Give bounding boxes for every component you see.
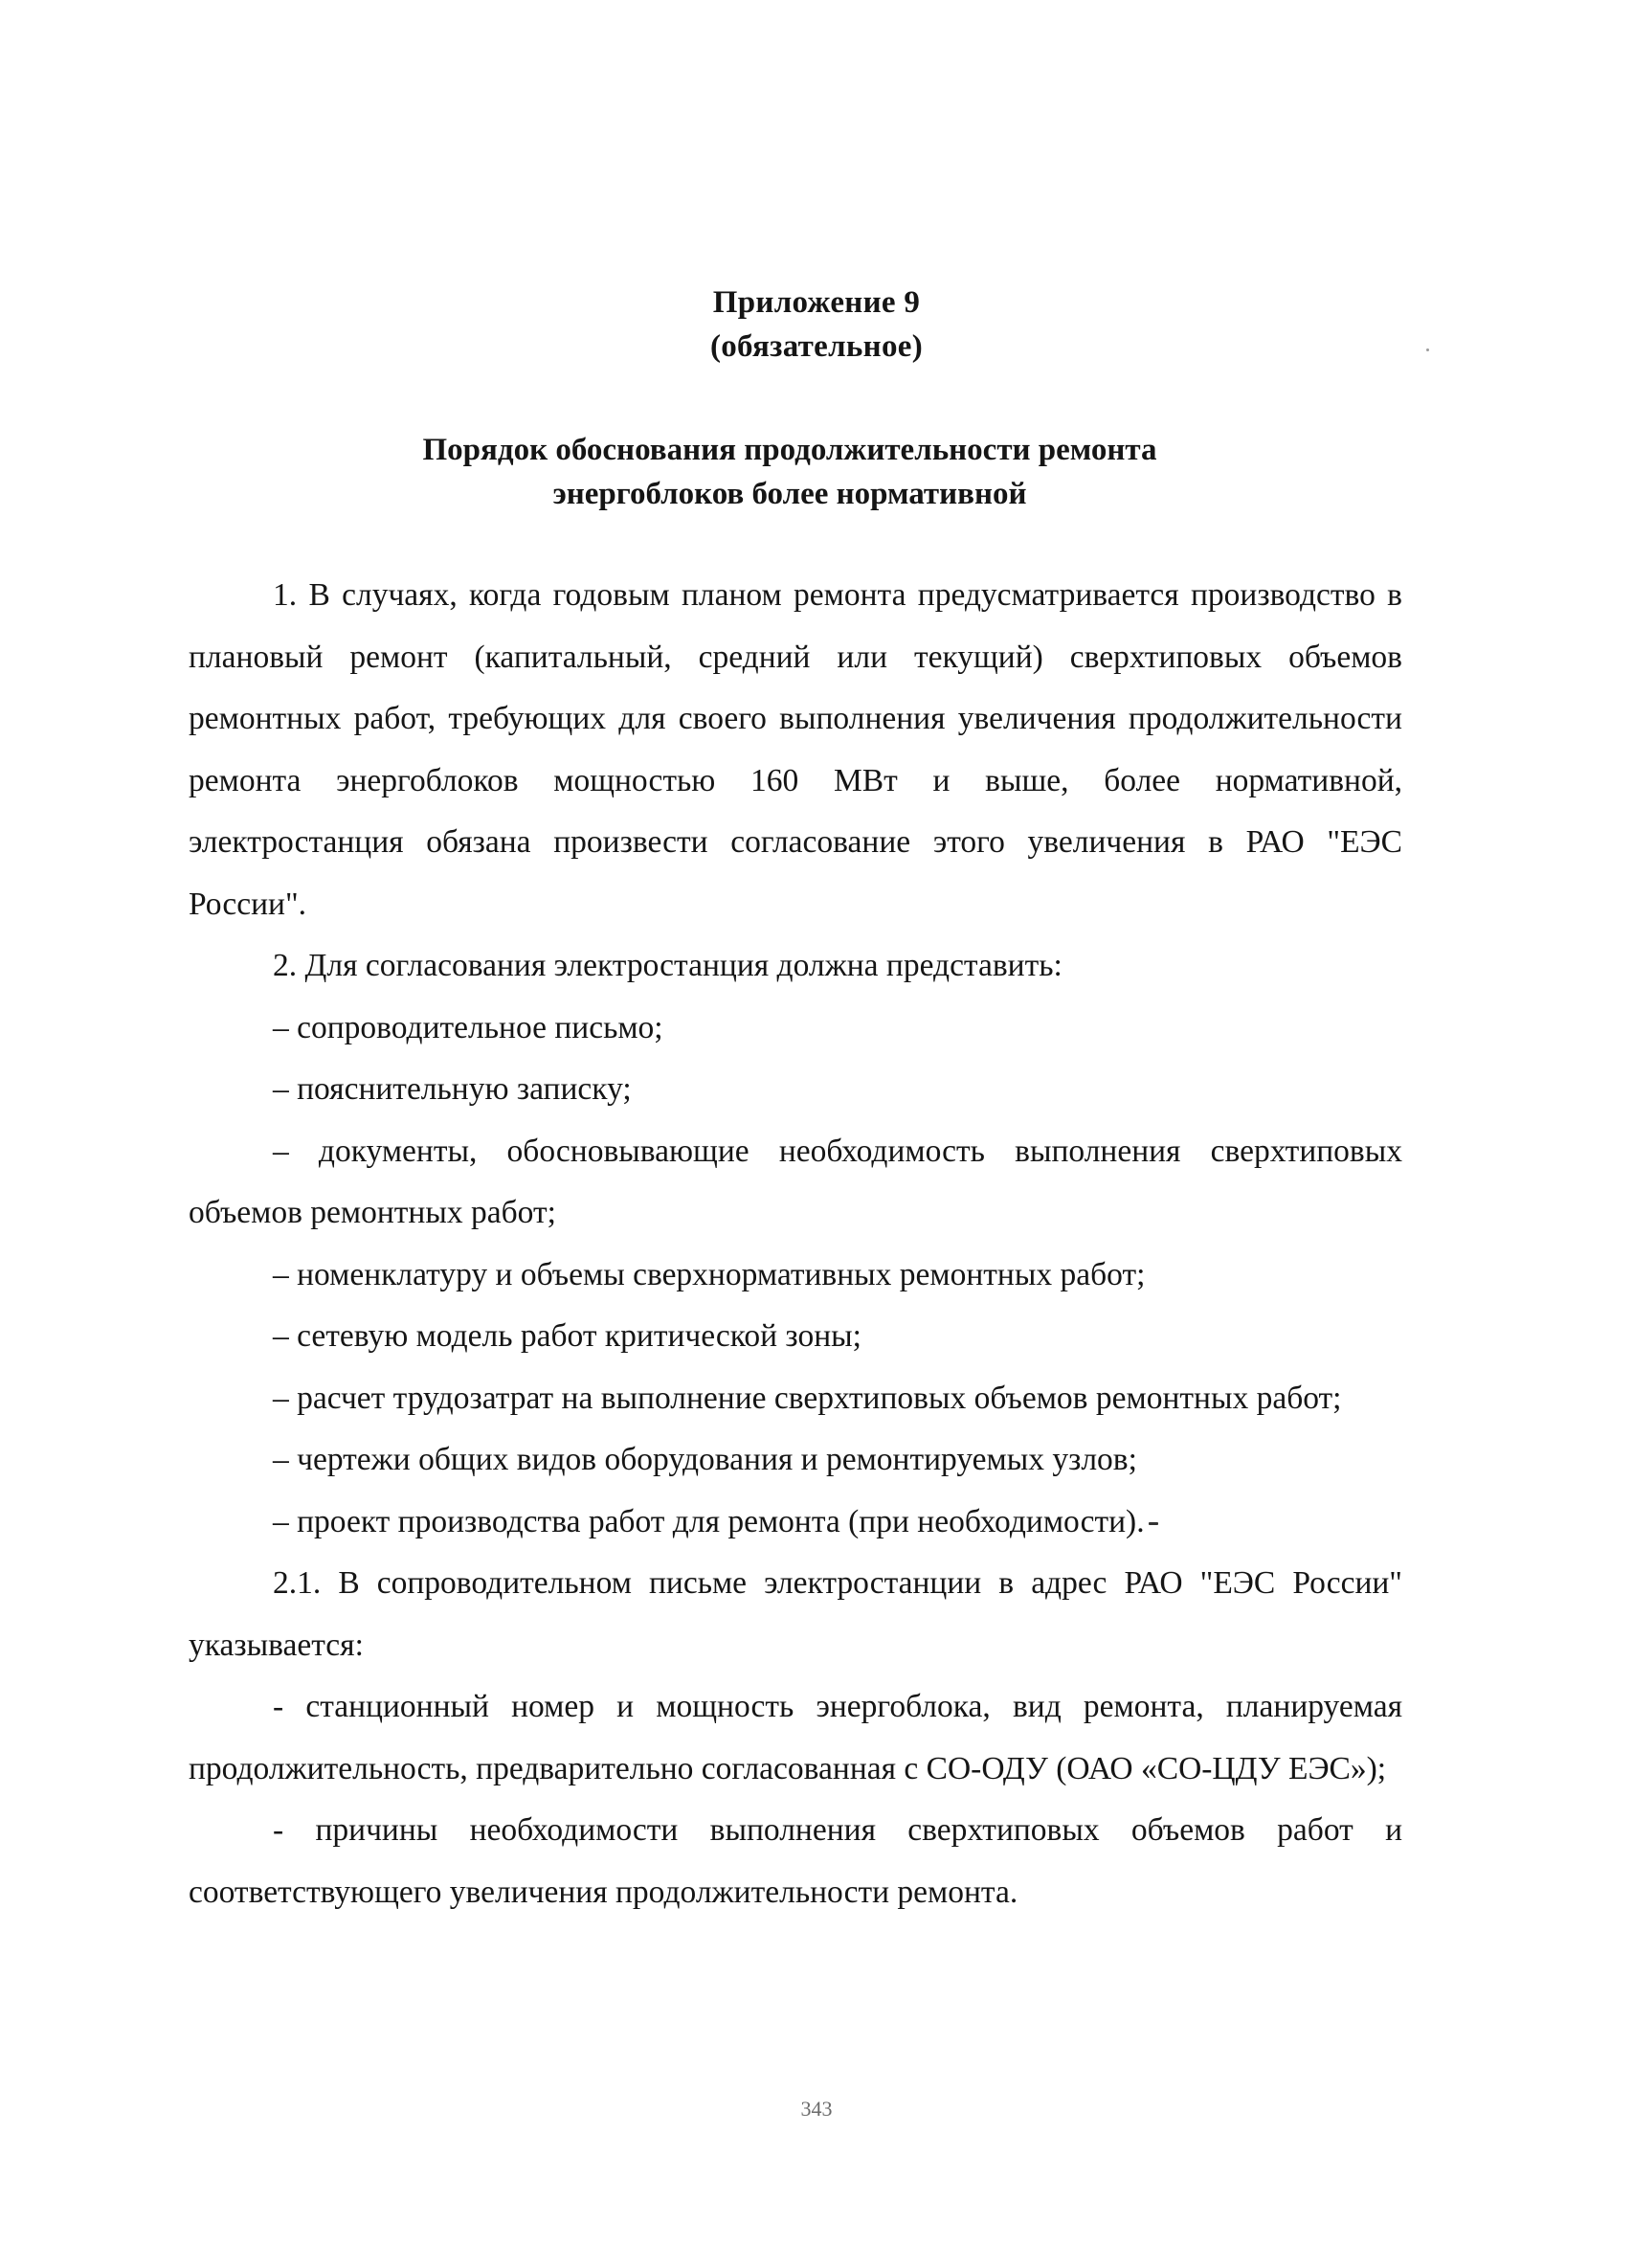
document-title-line-1: Порядок обоснования продолжительности ремонта <box>422 433 1157 467</box>
scan-speck <box>1426 348 1429 351</box>
appendix-title: Приложение 9 <box>712 285 921 320</box>
list-item-cover-letter: – сопроводительное письмо; <box>273 1009 663 1045</box>
list-item-network-model: – сетевую модель работ критической зоны; <box>273 1318 861 1354</box>
document-title <box>287 428 1292 516</box>
paragraph-2-1: 2.1. В сопроводительном письме электростанции в адрес РАО "ЕЭС России" указывается: <box>189 1565 1402 1663</box>
paragraph-2-1-item-2: - причины необходимости выполнения сверхтиповых объемов работ и соответствующего увеличения продолжительности ремонта. <box>189 1812 1402 1910</box>
list-item-nomenclature: – номенклатуру и объемы сверхнормативных ремонтных работ; <box>273 1256 1146 1292</box>
paragraph-2: 2. Для согласования электростанция должна представить: <box>273 948 1063 983</box>
paragraph-2-1-item-1: - станционный номер и мощность энергоблока, вид ремонта, планируемая продолжительность, предварительно согласованная с СО-ОДУ (ОАО «СО-ЦДУ ЕЭС»); <box>189 1689 1402 1786</box>
list-item-labor-calculation: – расчет трудозатрат на выполнение сверхтиповых объемов ремонтных работ; <box>273 1380 1342 1416</box>
list-item-work-project: – проект производства работ для ремонта (при необходимости). <box>273 1503 1145 1539</box>
list-item-justification-documents: – документы, обосновывающие необходимость выполнения сверхтиповых объемов ремонтных работ; <box>189 1133 1402 1230</box>
appendix-note: (обязательное) <box>709 329 924 364</box>
list-item-drawings: – чертежи общих видов оборудования и ремонтируемых узлов; <box>273 1442 1137 1477</box>
list-item-explanatory-note: – пояснительную записку; <box>273 1071 632 1107</box>
page-number: 343 <box>800 2097 833 2121</box>
document-body <box>189 565 1402 1923</box>
document-title-line-2: энергоблоков более нормативной <box>552 477 1027 511</box>
scan-speck <box>1149 1522 1158 1525</box>
paragraph-1: 1. В случаях, когда годовым планом ремонта предусматривается производство в плановый ремонт (капитальный, средний или текущий) сверхтиповых объемов ремонтных работ, требующих для своего выполнения увеличения продолжительности ремонта энергоблоков мощностью 160 МВт и выше, более нормативной, электростанция обязана произвести согласование этого увеличения в РАО "ЕЭС России". <box>189 577 1402 922</box>
